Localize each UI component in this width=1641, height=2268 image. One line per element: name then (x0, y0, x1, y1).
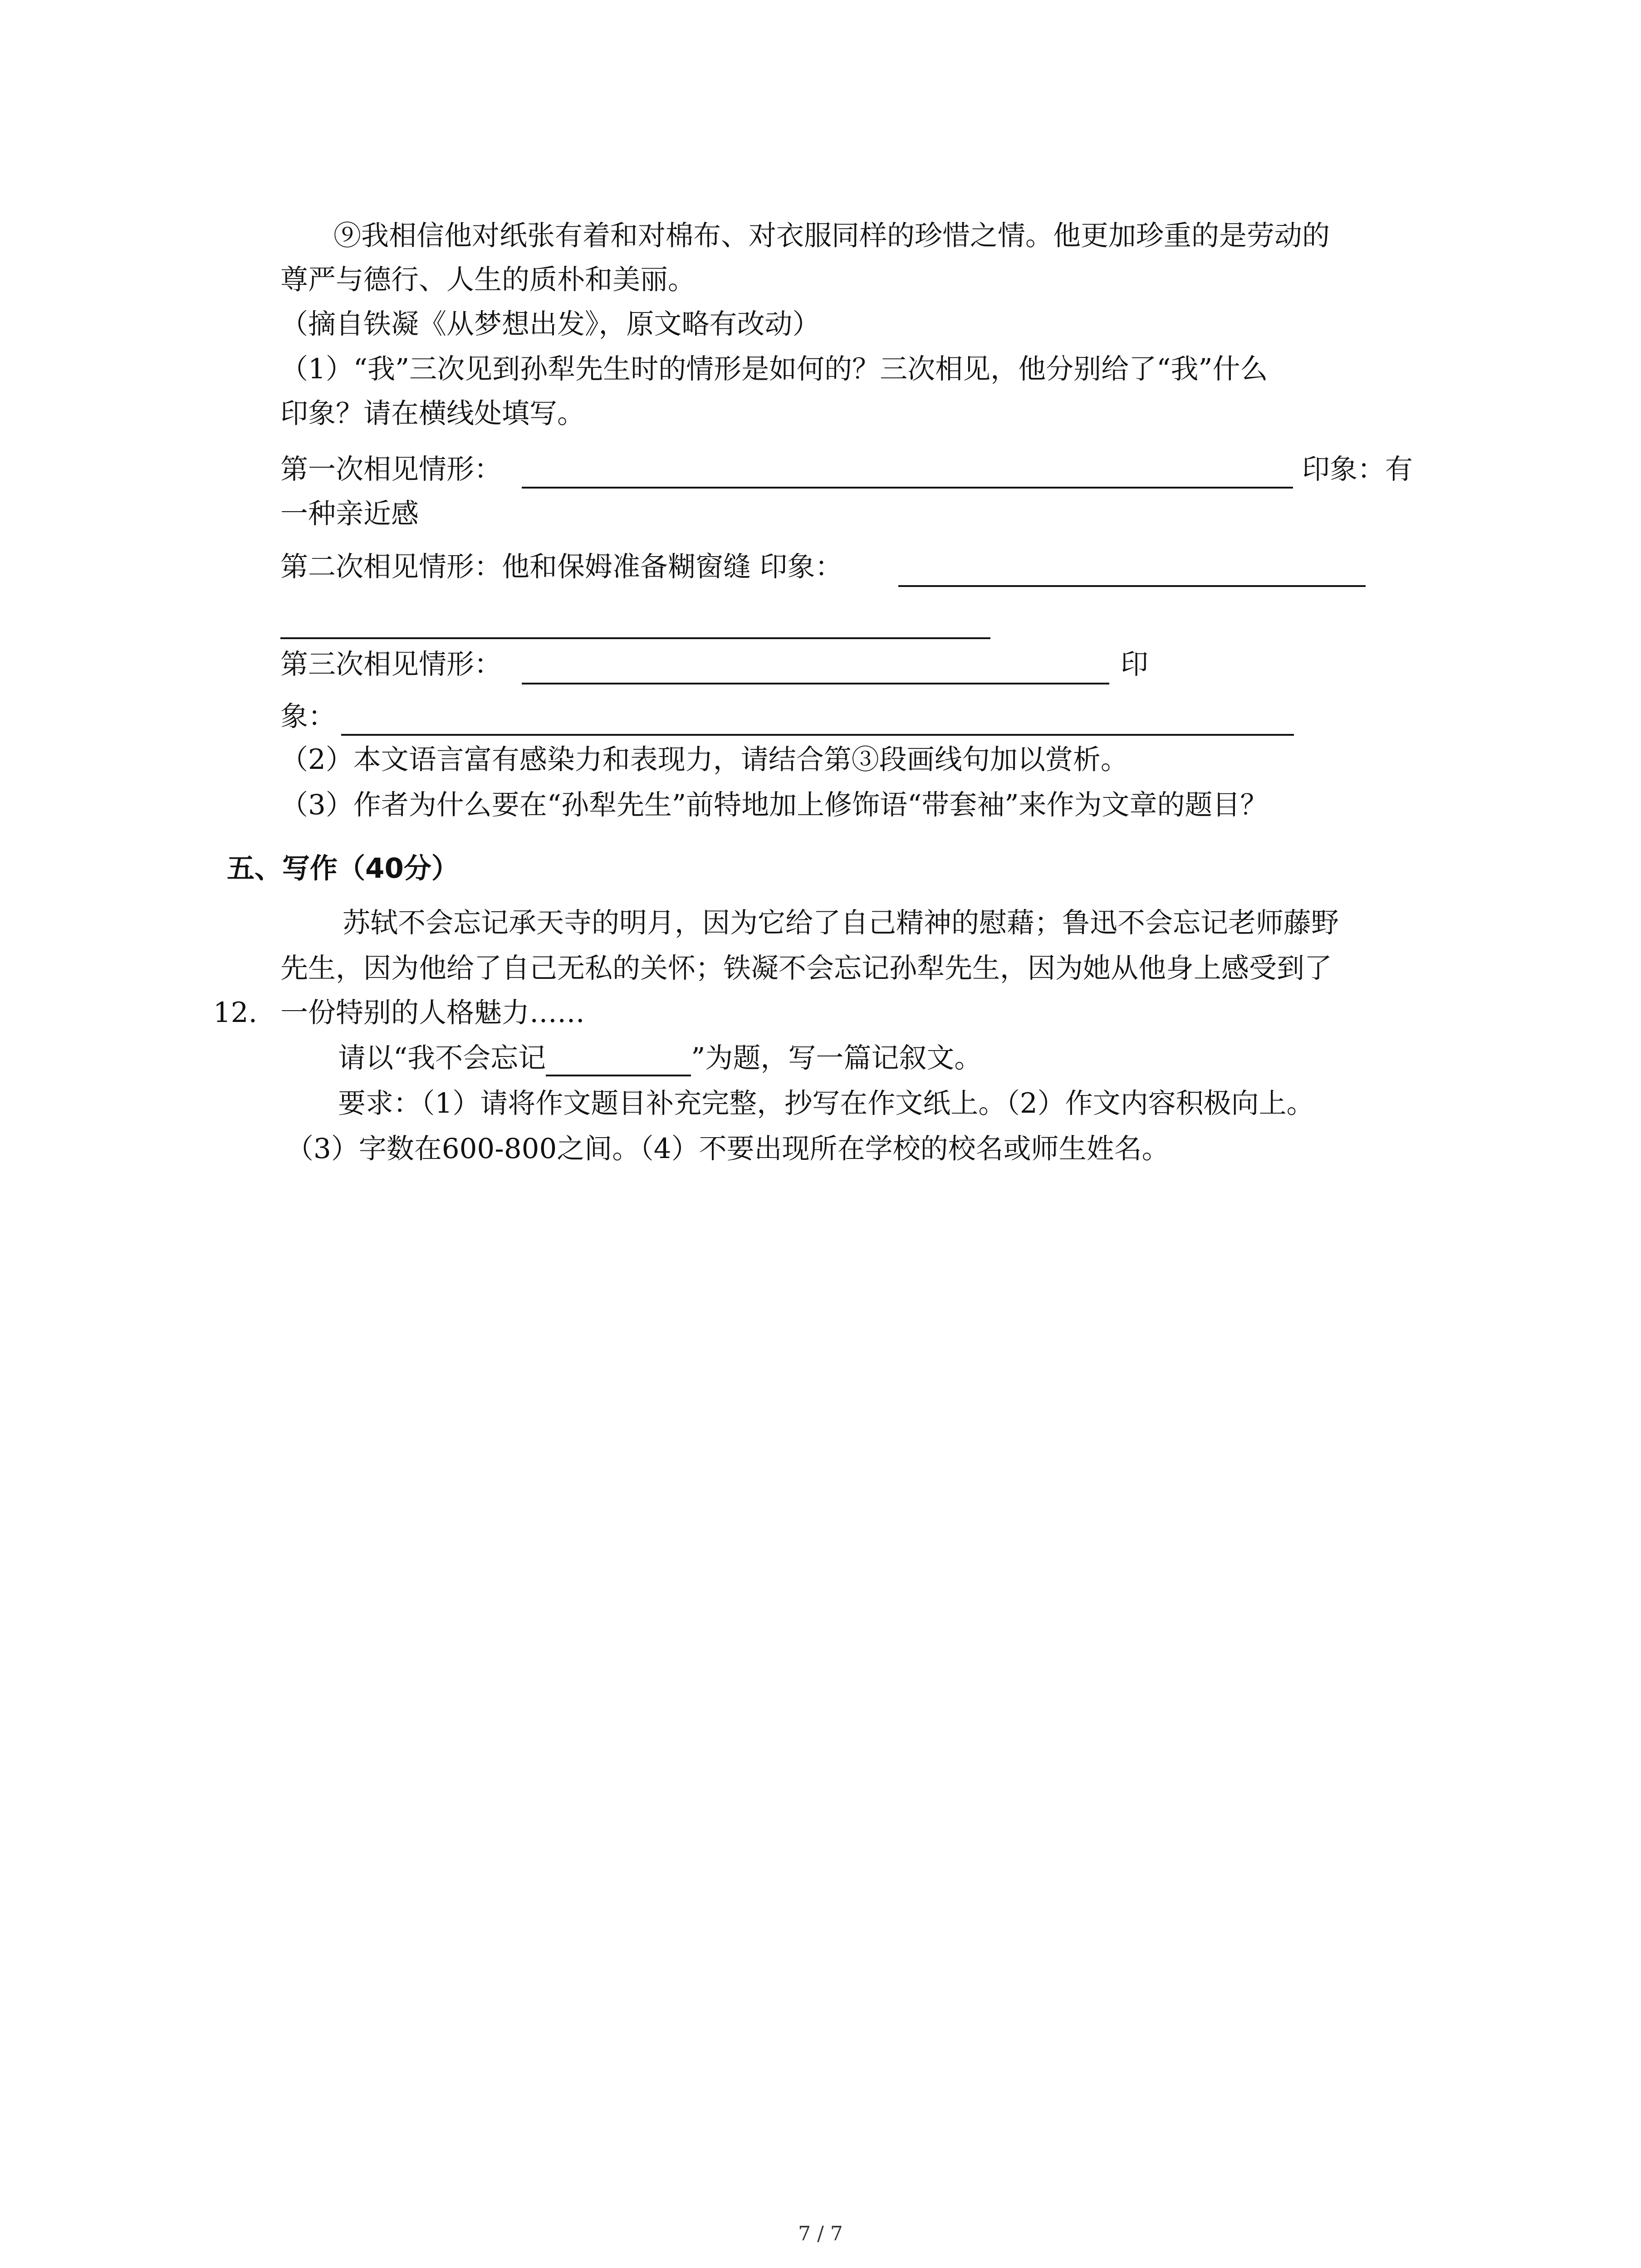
question-number: 12. (213, 997, 258, 1029)
title-after-text: ”为题，写一篇记叙文。 (691, 1042, 982, 1074)
essay-title-instruction (338, 1040, 982, 1076)
question-1-line-2: 印象？请在横线处填写。 (280, 397, 585, 430)
title-before-text: 请以“我不会忘记 (338, 1042, 546, 1074)
writing-section-heading: 五、写作（40分） (227, 852, 459, 885)
question-1-line-1: （1）“我”三次见到孙犁先生时的情形是如何的？三次相见，他分别给了“我”什么 (280, 353, 1268, 385)
second-impression-answer-line-2[interactable] (280, 637, 990, 639)
paragraph-9-line-2: 尊严与德行、人生的质朴和美丽。 (280, 264, 696, 296)
second-meeting-label: 第二次相见情形：他和保姆准备糊窗缝 印象： (280, 551, 843, 583)
first-meeting-answer-line[interactable] (522, 487, 1293, 489)
paragraph-9-line-1: ⑨我相信他对纸张有着和对棉布、对衣服同样的珍惜之情。他更加珍重的是劳动的 (333, 220, 1330, 252)
third-meeting-label: 第三次相见情形： (280, 648, 502, 680)
first-meeting-label: 第一次相见情形： (280, 453, 502, 485)
writing-prompt-line-2: 先生，因为他给了自己无私的关怀；铁凝不会忘记孙犁先生，因为她从他身上感受到了 (280, 952, 1332, 984)
first-impression-text: 一种亲近感 (280, 498, 419, 530)
page-number: 7 / 7 (798, 2222, 843, 2245)
third-meeting-answer-line[interactable] (522, 683, 1109, 684)
writing-prompt-line-3: 一份特别的人格魅力…… (280, 997, 585, 1029)
third-impression-char-2: 象： (280, 700, 336, 733)
essay-title-blank[interactable] (546, 1047, 691, 1076)
source-citation: （摘自铁凝《从梦想出发》，原文略有改动） (280, 308, 820, 340)
first-impression-label: 印象：有 (1302, 453, 1413, 485)
third-impression-answer-line[interactable] (341, 734, 1294, 736)
requirements-line-2: （3）字数在600-800之间。（4）不要出现所在学校的校名或师生姓名。 (286, 1133, 1170, 1165)
writing-prompt-line-1: 苏轼不会忘记承天寺的明月，因为它给了自己精神的慰藉；鲁迅不会忘记老师藤野 (343, 907, 1339, 939)
second-impression-answer-line-1[interactable] (898, 585, 1366, 587)
requirements-line-1: 要求：（1）请将作文题目补充完整，抄写在作文纸上。（2）作文内容积极向上。 (338, 1087, 1314, 1119)
question-3: （3）作者为什么要在“孙犁先生”前特地加上修饰语“带套袖”来作为文章的题目？ (280, 789, 1268, 821)
question-2: （2）本文语言富有感染力和表现力，请结合第③段画线句加以赏析。 (280, 743, 1128, 776)
third-impression-char-1: 印 (1121, 648, 1149, 680)
